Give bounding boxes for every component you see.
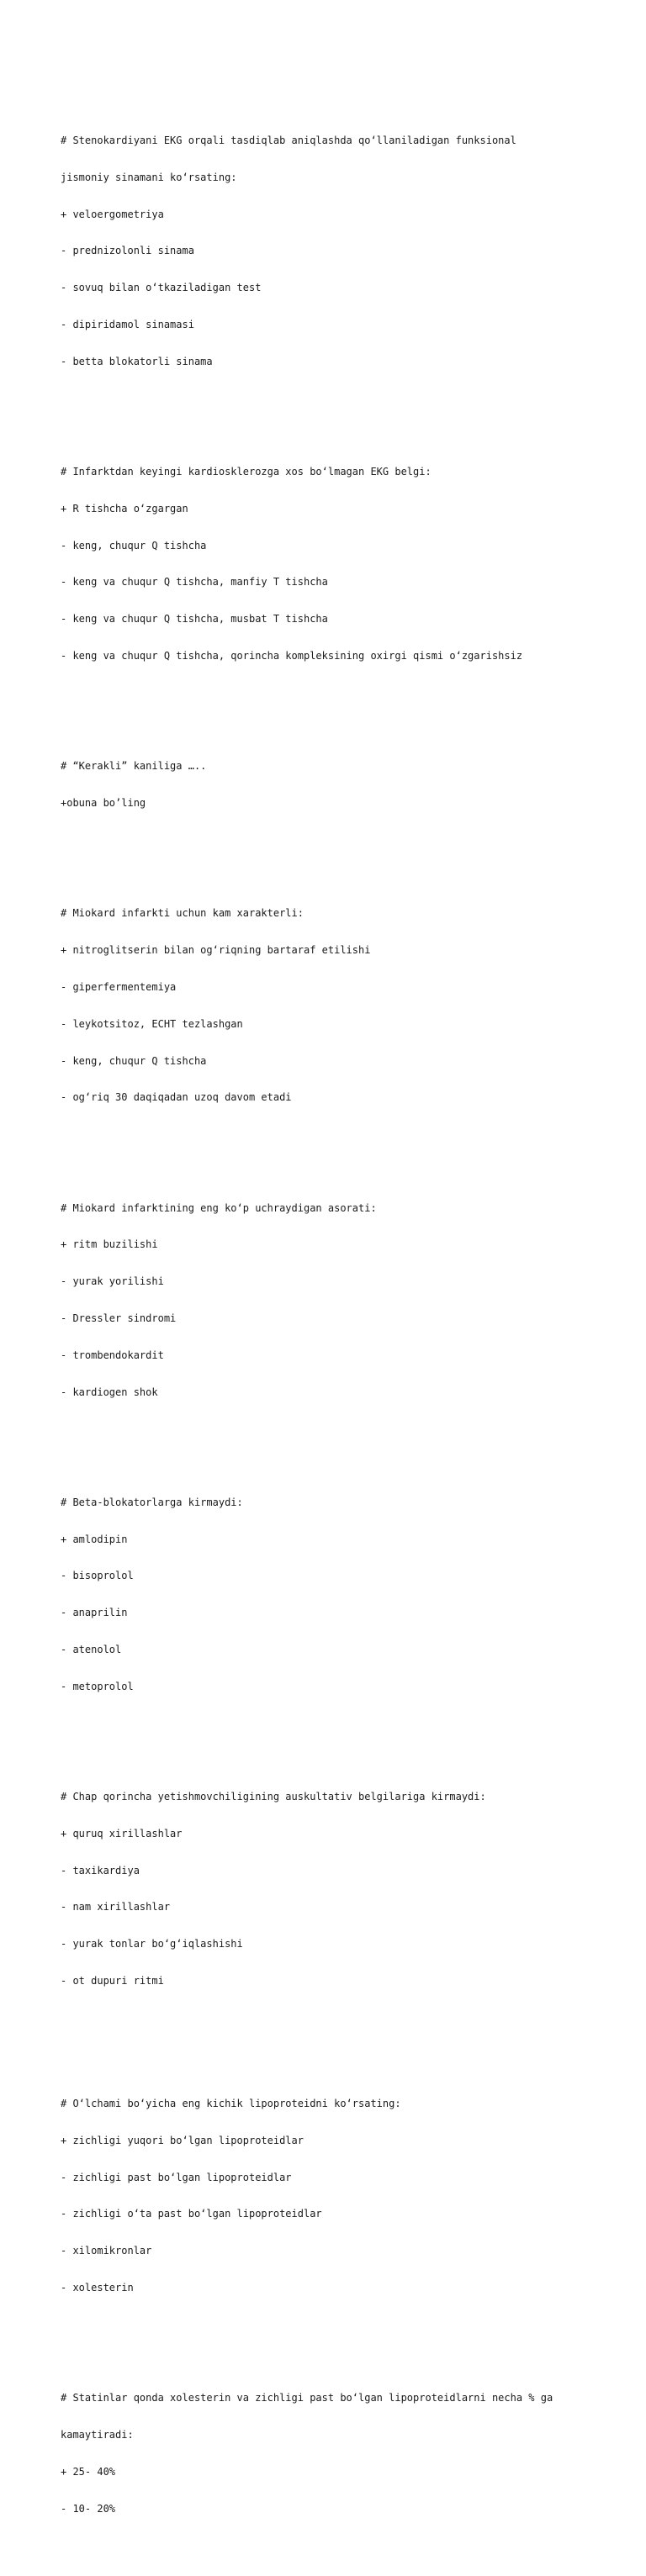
answer-option: - Dressler sindromi xyxy=(61,1312,177,1324)
correct-answer: + zichligi yuqori bo‘lgan lipoproteidlar xyxy=(61,2134,304,2146)
question-text: # Statinlar qonda xolesterin va zichligi past bo‘lgan lipoproteidlarni necha % ga xyxy=(61,2392,553,2404)
question-text: # Miokard infarktining eng ko‘p uchraydigan asorati: xyxy=(61,1201,377,1214)
question-text: # Stenokardiyani EKG orqali tasdiqlab aniqlashda qo‘llaniladigan funksional xyxy=(61,134,516,146)
question-block-7 xyxy=(61,2073,633,2319)
answer-option: - keng, chuqur Q tishcha xyxy=(61,1054,207,1067)
promo-block xyxy=(61,736,633,834)
promo-text: +obuna bo’ling xyxy=(61,797,146,810)
answer-option: - trombendokardit xyxy=(61,1349,164,1361)
correct-answer: + quruq xirillashlar xyxy=(61,1827,183,1840)
answer-option: - 10- 20% xyxy=(61,2502,116,2515)
answer-option: - kardiogen shok xyxy=(61,1386,158,1398)
question-text: # Chap qorincha yetishmovchiligining auskultativ belgilariga kirmaydi: xyxy=(61,1791,486,1803)
question-text: jismoniy sinamani ko‘rsating: xyxy=(61,171,237,183)
question-block-3 xyxy=(61,883,633,1128)
answer-option: - atenolol xyxy=(61,1644,122,1655)
question-block-6 xyxy=(61,1766,633,2012)
question-text: # Miokard infarkti uchun kam xarakterli: xyxy=(61,907,304,920)
answer-option: - yurak tonlar bo‘g‘iqlashishi xyxy=(61,1938,243,1950)
question-text: # O‘lchami bo‘yicha eng kichik lipoproteidni ko‘rsating: xyxy=(61,2097,401,2109)
document-page xyxy=(61,73,633,2576)
answer-option: - keng va chuqur Q tishcha, qorincha kompleksining oxirgi qismi o‘zgarishsiz xyxy=(61,649,523,662)
answer-option: - zichligi o‘ta past bo‘lgan lipoproteidlar xyxy=(61,2208,322,2220)
question-block-2 xyxy=(61,441,633,687)
answer-option: - sovuq bilan o‘tkaziladigan test xyxy=(61,282,262,294)
question-text: kamaytiradi: xyxy=(61,2429,134,2441)
answer-option: - nam xirillashlar xyxy=(61,1901,171,1914)
correct-answer: + ritm buzilishi xyxy=(61,1238,158,1251)
correct-answer: + R tishcha o‘zgargan xyxy=(61,502,188,515)
question-text: # Beta-blokatorlarga kirmaydi: xyxy=(61,1496,243,1508)
question-block-4 xyxy=(61,1177,633,1423)
answer-option: - xilomikronlar xyxy=(61,2245,152,2257)
answer-option: - betta blokatorli sinama xyxy=(61,355,213,367)
answer-option: - anaprilin xyxy=(61,1607,128,1619)
answer-option: - giperfermentemiya xyxy=(61,980,177,993)
answer-option: - keng, chuqur Q tishcha xyxy=(61,539,207,552)
question-text: # Infarktdan keyingi kardiosklerozga xos bo‘lmagan EKG belgi: xyxy=(61,466,432,478)
answer-option: - keng va chuqur Q tishcha, manfiy T tishcha xyxy=(61,576,328,589)
answer-option: - taxikardiya xyxy=(61,1864,140,1877)
correct-answer: + amlodipin xyxy=(61,1533,128,1545)
correct-answer: + 25- 40% xyxy=(61,2465,116,2478)
answer-option: - zichligi past bo‘lgan lipoproteidlar xyxy=(61,2171,292,2183)
question-block-5 xyxy=(61,1472,633,1718)
answer-option: - keng va chuqur Q tishcha, musbat T tishcha xyxy=(61,613,328,626)
answer-option: - bisoprolol xyxy=(61,1570,134,1582)
question-block-1 xyxy=(61,110,633,393)
answer-option: - leykotsitoz, ECHT tezlashgan xyxy=(61,1017,243,1030)
answer-option: - ot dupuri ritmi xyxy=(61,1975,164,1987)
promo-text: # “Kerakli” kaniliga ….. xyxy=(61,760,207,773)
answer-option: - xolesterin xyxy=(61,2281,134,2294)
question-block-8 xyxy=(61,2367,633,2539)
answer-option: - dipiridamol sinamasi xyxy=(61,318,194,330)
correct-answer: + veloergometriya xyxy=(61,208,164,220)
answer-option: - prednizolonli sinama xyxy=(61,245,194,257)
correct-answer: + nitroglitserin bilan og‘riqning bartaraf etilishi xyxy=(61,944,371,957)
answer-option: - yurak yorilishi xyxy=(61,1275,164,1288)
answer-option: - metoprolol xyxy=(61,1680,134,1692)
answer-option: - og‘riq 30 daqiqadan uzoq davom etadi xyxy=(61,1091,292,1104)
